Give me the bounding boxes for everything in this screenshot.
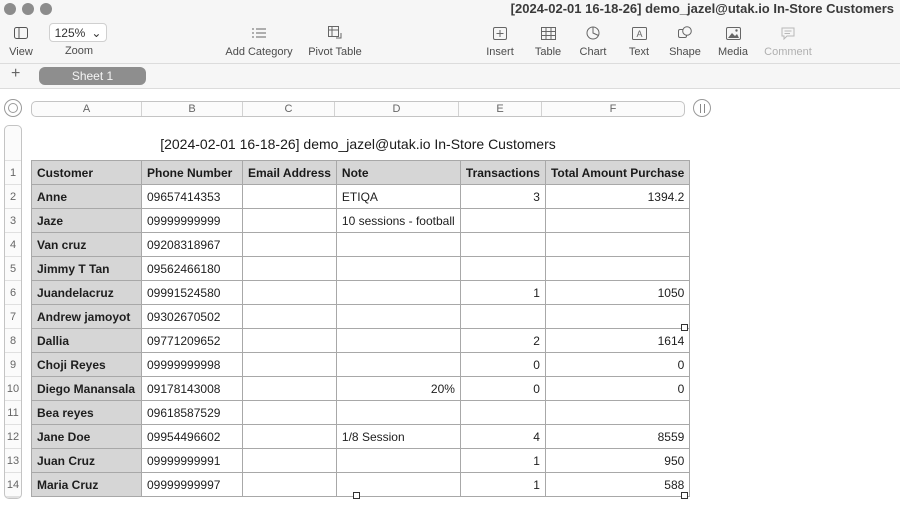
table-cell[interactable] <box>336 257 460 281</box>
table-cell[interactable] <box>460 209 545 233</box>
table-cell[interactable]: Juan Cruz <box>32 449 142 473</box>
sheet-tab-bar <box>0 64 900 89</box>
table-row <box>32 425 690 449</box>
table-cell[interactable] <box>243 305 337 329</box>
table-cell[interactable]: 588 <box>545 473 689 497</box>
pivot-table-label: Pivot Table <box>308 46 362 58</box>
add-category-label: Add Category <box>225 46 293 58</box>
table-cell[interactable]: 0 <box>545 353 689 377</box>
zoom-label: Zoom <box>64 45 94 57</box>
table-cell[interactable]: Van cruz <box>32 233 142 257</box>
table-row <box>32 305 690 329</box>
column-header-d[interactable]: D <box>335 102 459 116</box>
pivot-table-button[interactable] <box>304 24 366 58</box>
table-cell[interactable] <box>243 209 337 233</box>
column-header-e[interactable]: E <box>459 102 542 116</box>
minimize-window-button[interactable] <box>22 3 34 15</box>
table-cell[interactable]: 4 <box>460 425 545 449</box>
table-cell[interactable]: Anne <box>32 185 142 209</box>
table-row <box>32 401 690 425</box>
sidebar-icon <box>4 24 38 42</box>
column-header-c[interactable]: C <box>243 102 335 116</box>
table-cell[interactable]: 1614 <box>545 329 689 353</box>
table-cell[interactable] <box>545 233 689 257</box>
table-cell[interactable] <box>460 233 545 257</box>
media-button[interactable] <box>714 24 752 58</box>
table-cell[interactable]: 09657414353 <box>142 185 243 209</box>
header-phone-number[interactable]: Phone Number <box>142 161 243 185</box>
table-body <box>32 185 690 497</box>
chevron-down-icon: ⌄ <box>91 25 102 40</box>
table-cell[interactable]: 09618587529 <box>142 401 243 425</box>
zoom-dropdown[interactable] <box>49 23 107 42</box>
table-cell[interactable]: 09178143008 <box>142 377 243 401</box>
row-header[interactable]: 10 <box>5 377 21 401</box>
row-header[interactable]: 9 <box>5 353 21 377</box>
table-button[interactable] <box>530 24 566 58</box>
text-button[interactable] <box>621 24 657 58</box>
table-cell[interactable]: 0 <box>460 353 545 377</box>
table-cell[interactable] <box>243 329 337 353</box>
header-total-amount-purchase[interactable]: Total Amount Purchase <box>545 161 689 185</box>
table-cell[interactable]: Andrew jamoyot <box>32 305 142 329</box>
resize-handle-corner[interactable] <box>681 492 688 499</box>
table-cell[interactable]: 1050 <box>545 281 689 305</box>
table-cell[interactable]: 09771209652 <box>142 329 243 353</box>
table-cell[interactable]: 1 <box>460 449 545 473</box>
insert-button[interactable] <box>482 24 518 58</box>
header-customer[interactable]: Customer <box>32 161 142 185</box>
table-icon <box>530 24 566 42</box>
zoom-control[interactable] <box>49 23 109 57</box>
media-label: Media <box>718 46 748 58</box>
table-cell[interactable] <box>243 185 337 209</box>
table-cell[interactable]: 09562466180 <box>142 257 243 281</box>
tab-sheet-1[interactable]: Sheet 1 <box>39 67 146 85</box>
table-cell[interactable]: Jaze <box>32 209 142 233</box>
table-label: Table <box>534 46 562 58</box>
table-cell[interactable] <box>545 257 689 281</box>
table-cell[interactable]: 0 <box>545 377 689 401</box>
table-row <box>32 257 690 281</box>
table-cell[interactable]: 09302670502 <box>142 305 243 329</box>
customers-table <box>31 160 690 497</box>
table-cell[interactable] <box>243 473 337 497</box>
table-cell[interactable]: 09999999999 <box>142 209 243 233</box>
row-header[interactable]: 2 <box>5 185 21 209</box>
table-row <box>32 185 690 209</box>
comment-icon <box>760 24 816 42</box>
chart-icon <box>575 24 611 42</box>
shape-label: Shape <box>669 46 701 58</box>
shape-icon <box>666 24 704 42</box>
circle-icon <box>8 103 18 113</box>
row-header[interactable]: 6 <box>5 281 21 305</box>
column-options-button[interactable] <box>693 99 711 117</box>
select-table-button[interactable] <box>4 99 22 117</box>
text-box-icon <box>621 24 657 42</box>
add-sheet-button[interactable]: + <box>11 65 21 82</box>
table-cell[interactable]: 09999999991 <box>142 449 243 473</box>
row-header[interactable]: 13 <box>5 449 21 473</box>
table-cell[interactable]: 1 <box>460 473 545 497</box>
table-cell[interactable] <box>545 401 689 425</box>
header-note[interactable]: Note <box>336 161 460 185</box>
table-cell[interactable] <box>336 401 460 425</box>
table-cell[interactable]: Maria Cruz <box>32 473 142 497</box>
table-title[interactable]: [2024-02-01 16-18-26] demo_jazel@utak.io In-Store Customers <box>160 136 556 152</box>
table-cell[interactable]: Bea reyes <box>32 401 142 425</box>
table-cell[interactable]: 09991524580 <box>142 281 243 305</box>
row-header[interactable]: 1 <box>5 161 21 185</box>
view-button[interactable] <box>4 24 38 58</box>
table-row <box>32 473 690 497</box>
table-cell[interactable]: 09954496602 <box>142 425 243 449</box>
table-cell[interactable]: ETIQA <box>336 185 460 209</box>
window-title: [2024-02-01 16-18-26] demo_jazel@utak.io In-Store Customers <box>510 1 894 16</box>
row-header[interactable]: 11 <box>5 401 21 425</box>
table-cell[interactable] <box>243 425 337 449</box>
table-header-row <box>32 161 690 185</box>
table-row <box>32 449 690 473</box>
table-cell[interactable]: 1 <box>460 281 545 305</box>
table-cell[interactable] <box>336 305 460 329</box>
table-cell[interactable] <box>336 353 460 377</box>
table-cell[interactable]: Diego Manansala <box>32 377 142 401</box>
row-header-spacer <box>5 126 21 161</box>
toolbar <box>0 0 900 64</box>
header-email-address[interactable]: Email Address <box>243 161 337 185</box>
insert-icon <box>482 24 518 42</box>
shape-button[interactable] <box>666 24 704 58</box>
table-row <box>32 353 690 377</box>
zoom-value: 125% <box>54 25 86 40</box>
table-cell[interactable] <box>243 449 337 473</box>
table-cell[interactable] <box>545 305 689 329</box>
header-transactions[interactable]: Transactions <box>460 161 545 185</box>
table-cell[interactable]: 1394.2 <box>545 185 689 209</box>
table-cell[interactable]: 8559 <box>545 425 689 449</box>
svg-text:A: A <box>635 28 643 39</box>
table-cell[interactable]: Jane Doe <box>32 425 142 449</box>
table-cell[interactable]: 950 <box>545 449 689 473</box>
text-label: Text <box>628 46 650 58</box>
table-cell[interactable]: 2 <box>460 329 545 353</box>
table-cell[interactable] <box>243 353 337 377</box>
table-cell[interactable] <box>336 281 460 305</box>
table-cell[interactable] <box>460 257 545 281</box>
table-cell[interactable]: 10 sessions - football <box>336 209 460 233</box>
table-row <box>32 281 690 305</box>
row-header[interactable]: 8 <box>5 329 21 353</box>
table-cell[interactable]: 0 <box>460 377 545 401</box>
table-row <box>32 209 690 233</box>
resize-handle-right[interactable] <box>681 324 688 331</box>
table-row <box>32 233 690 257</box>
table-cell[interactable] <box>460 305 545 329</box>
add-category-button[interactable] <box>222 24 296 58</box>
table-cell[interactable]: 1/8 Session <box>336 425 460 449</box>
row-header-bar <box>4 125 22 499</box>
table-cell[interactable] <box>460 401 545 425</box>
row-number-list <box>5 161 21 498</box>
row-header[interactable]: 3 <box>5 209 21 233</box>
table-cell[interactable] <box>545 209 689 233</box>
column-header-f[interactable]: F <box>609 103 617 115</box>
table-row <box>32 377 690 401</box>
row-header[interactable]: 4 <box>5 233 21 257</box>
list-icon <box>222 24 296 42</box>
row-header[interactable]: 14 <box>5 473 21 497</box>
view-label: View <box>9 46 33 58</box>
table-cell[interactable] <box>336 233 460 257</box>
chart-label: Chart <box>579 46 607 58</box>
column-header-b[interactable]: B <box>142 102 243 116</box>
column-header-a[interactable]: A <box>32 102 142 116</box>
close-window-button[interactable] <box>4 3 16 15</box>
table-cell[interactable]: 09208318967 <box>142 233 243 257</box>
insert-label: Insert <box>486 46 514 58</box>
table-cell[interactable] <box>243 257 337 281</box>
zoom-window-button[interactable] <box>40 3 52 15</box>
table-cell[interactable]: Choji Reyes <box>32 353 142 377</box>
table-cell[interactable]: 3 <box>460 185 545 209</box>
table-cell[interactable] <box>243 281 337 305</box>
table-cell[interactable]: 09999999997 <box>142 473 243 497</box>
resize-handle-bottom[interactable] <box>353 492 360 499</box>
table-row <box>32 329 690 353</box>
comment-label: Comment <box>764 46 812 58</box>
pause-icon <box>700 104 705 113</box>
table-cell[interactable] <box>243 377 337 401</box>
photo-icon <box>714 24 752 42</box>
row-header[interactable]: 5 <box>5 257 21 281</box>
row-header[interactable]: 7 <box>5 305 21 329</box>
table-cell[interactable]: Jimmy T Tan <box>32 257 142 281</box>
table-cell[interactable]: Dallia <box>32 329 142 353</box>
table-cell[interactable]: 09999999998 <box>142 353 243 377</box>
table-cell[interactable]: 20% <box>336 377 460 401</box>
table-cell[interactable] <box>336 449 460 473</box>
table-cell[interactable]: Juandelacruz <box>32 281 142 305</box>
comment-button[interactable] <box>760 24 816 58</box>
chart-button[interactable] <box>575 24 611 58</box>
table-cell[interactable] <box>336 329 460 353</box>
table-cell[interactable] <box>243 401 337 425</box>
pivot-table-icon <box>304 24 366 42</box>
row-header[interactable]: 12 <box>5 425 21 449</box>
column-header-bar <box>31 101 685 117</box>
table-cell[interactable] <box>243 233 337 257</box>
